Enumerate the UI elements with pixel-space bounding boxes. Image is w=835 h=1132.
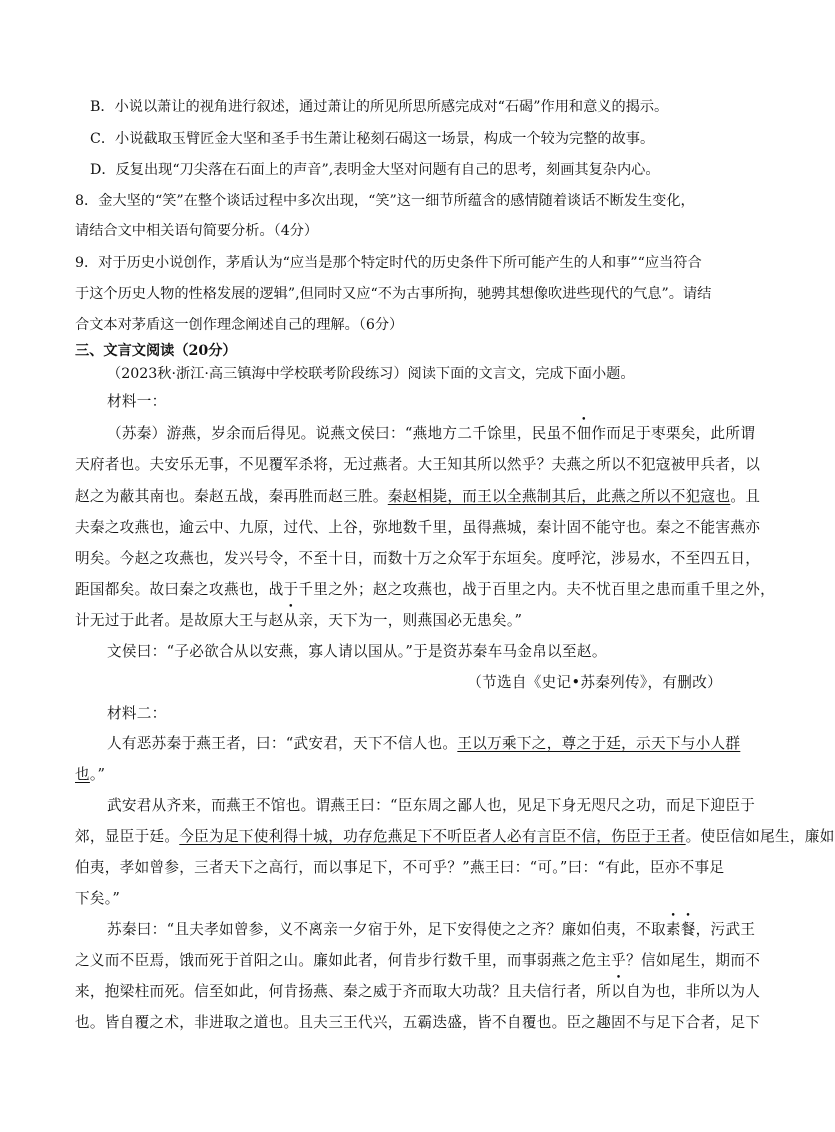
dotted-char: 餐 (680, 921, 696, 938)
passage-2-line-9: 来，抱梁柱而死。信至如此，何肯扬燕、秦之威于齐而取大功哉？且夫信行者，所以自为也，非所以为人 (75, 983, 761, 1000)
underlined-sentence: 秦赵相毙，而王以全燕制其后，此燕之所以不犯寇也 (387, 488, 731, 505)
section-heading: 三、文言文阅读（20分） (75, 343, 237, 359)
source-note: （2023秋·浙江·高三镇海中学校联考阶段练习）阅读下面的文言文，完成下面小题。 (107, 366, 635, 382)
dotted-char: 以 (611, 983, 627, 1000)
underlined-sentence: 今臣为足下使利得十城，功存危燕足下不听臣者人必有言臣不信，伤臣于王者 (179, 828, 686, 845)
passage-2-line-6: 下矣。” (75, 890, 121, 907)
option-b: B．小说以萧让的视角进行叙述，通过萧让的所见所思所感完成对“石碣”作用和意义的揭示。 (90, 99, 669, 115)
question-8-line-1: 8．金大坚的“笑”在整个谈话过程中多次出现，“笑”这一细节所蕴含的感情随着谈话不断发生变化， (75, 193, 695, 209)
question-9-line-3: 合文本对茅盾这一创作理念阐述自己的理解。（6分） (75, 317, 404, 333)
passage-1-line-7: 计无过于此者。是故原大王与赵从亲，天下为一，则燕国必无患矣。” (75, 612, 523, 629)
passage-2-line-7: 苏秦曰：“且夫孝如曾参，义不离亲一夕宿于外，足下安得使之之齐？廉如伯夷，不取素餐，污武王 (107, 921, 756, 938)
underlined-sentence: 王以万乘下之，尊之于廷，示天下与小人群 (457, 735, 741, 752)
dotted-char: 从 (283, 612, 299, 629)
passage-1-line-5: 明矣。今赵之攻燕也，发兴号令，不至十日，而数十万之众军于东垣矣。度呼沱，涉易水，不至四五日， (75, 550, 761, 567)
dotted-char: 佃 (576, 425, 592, 442)
question-8-line-2: 请结合文中相关语句简要分析。（4分） (75, 223, 319, 239)
passage-1-line-6: 距国都矣。故曰秦之攻燕也，战于千里之外；赵之攻燕也，战于百里之内。夫不忧百里之患而重千里之外， (75, 581, 776, 598)
passage-2-line-1: 人有恶苏秦于燕王者，曰：“武安君，天下不信人也。王以万乘下之，尊之于廷，示天下与小人群 (107, 735, 741, 752)
question-9-line-2: 于这个历史人物的性格发展的逻辑”,但同时又应“不为古事所拘，驰骋其想像吹进些现代的气息”。请结 (75, 286, 712, 302)
passage-2-line-5: 伯夷，孝如曾参，三者天下之高行，而以事足下，不可乎？”燕王曰：“可。”曰：“有此，臣亦不事足 (75, 859, 725, 876)
passage-2-line-4: 郊，显臣于廷。今臣为足下使利得十城，功存危燕足下不听臣者人必有言臣不信，伤臣于王者。使臣信如尾生，廉如 (75, 828, 835, 845)
passage-2-line-10: 也。皆自覆之术，非进取之道也。且夫三王代兴，五霸迭盛，皆不自覆也。臣之趣固不与足下合者，足下 (75, 1014, 761, 1031)
passage-2-line-3: 武安君从齐来，而燕王不馆也。谓燕王曰：“臣东周之鄙人也，见足下身无咫尺之功，而足下迎臣于 (107, 797, 756, 814)
option-c: C．小说截取玉臂匠金大坚和圣手书生萧让秘刻石碣这一场景，构成一个较为完整的故事。 (90, 131, 655, 147)
passage-1-line-1: （苏秦）游燕，岁余而后得见。说燕文侯曰：“燕地方二千馀里，民虽不佃作而足于枣栗矣，此所谓 (107, 425, 756, 442)
question-9-line-1: 9．对于历史小说创作，茅盾认为“应当是那个特定时代的历史条件下所可能产生的人和事”“应当符合 (75, 255, 702, 271)
passage-2-line-2: 也。” (75, 766, 106, 783)
dotted-char: 素 (665, 921, 681, 938)
passage-1-line-8: 文侯曰：“子必欲合从以安燕，寡人请以国从。”于是资苏秦车马金帛以至赵。 (107, 643, 607, 660)
passage-1-line-4: 夫秦之攻燕也，逾云中、九原，过代、上谷，弥地数千里，虽得燕城，秦计固不能守也。秦之不能害燕亦 (75, 519, 761, 536)
option-d: D．反复出现“刀尖落在石面上的声音”,表明金大坚对问题有自己的思考，刻画其复杂内心。 (90, 162, 660, 178)
passage-1-line-2: 天府者也。夫安乐无事，不见覆军杀将，无过燕者。大王知其所以然乎？夫燕之所以不犯寇被甲兵者，以 (75, 456, 761, 473)
passage-2-line-8: 之义而不臣焉，饿而死于首阳之山。廉如此者，何肯步行数千里，而事弱燕之危主乎？信如尾生，期而不 (75, 952, 761, 969)
citation: （节选自《史记•苏秦列传》，有删改） (467, 674, 722, 691)
material-1-label: 材料一： (107, 393, 167, 410)
passage-1-line-3: 赵之为蔽其南也。秦赵五战，秦再胜而赵三胜。秦赵相毙，而王以全燕制其后，此燕之所以不犯寇也。且 (75, 488, 761, 505)
material-2-label: 材料二： (107, 705, 167, 722)
